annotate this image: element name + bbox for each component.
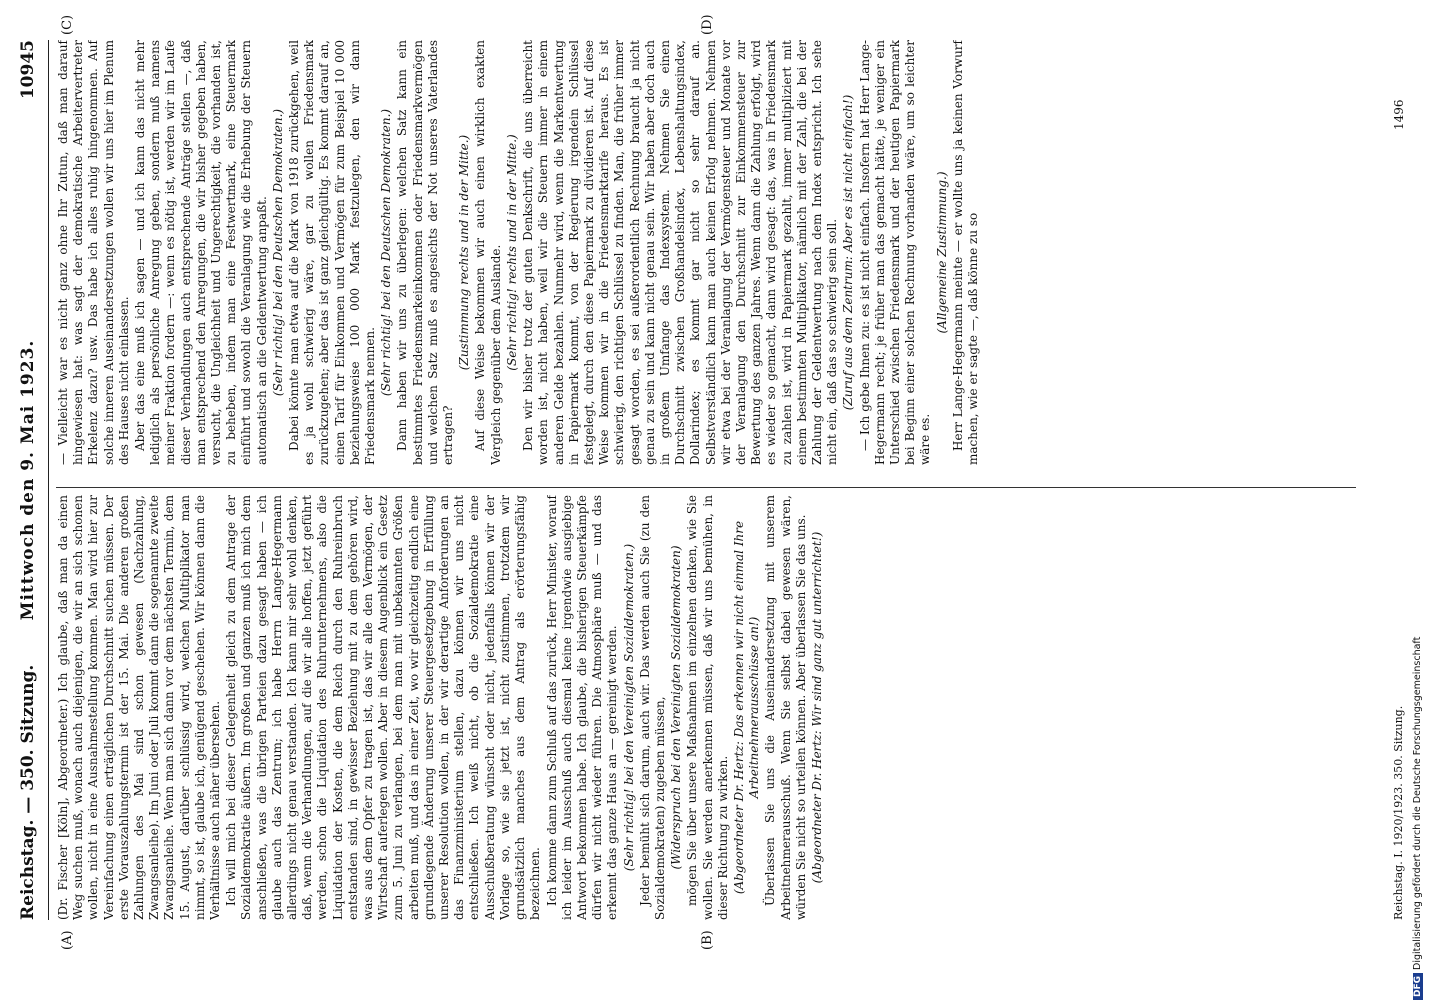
- paragraph: (Dr. Fischer [Köln], Abgeordneter.) Ich glaube, daß man da einen Weg suchen muß, wonach auch diejenigen, die wir an sich schonen wollen, nicht in eine Ausnahmestellung kommen. Man wird hier zur Vereinfachung einen erträglichen Durchschnitt suchen müssen. Der erste Vorauszahlungstermin ist der 15. Mai. Die anderen großen Zahlungen des Mai sind schon gewesen (Nachzahlung, Zwangsanleihe). Im Juni oder Juli kommt dann die sogenannte zweite Zwangsanleihe. Wenn man sich dann vor dem nächsten Termin, dem 15. August, darüber schlüssig wird, welchen Multiplikator man nimmt, so ist, glaube ich, genügend geschehen. Wir können dann die Verhältnisse auch näher übersehen.: [56, 495, 223, 920]
- header-page-number: 10945: [18, 40, 38, 100]
- margin-marker-c: (C): [60, 14, 75, 35]
- interjection: (Zuruf aus dem Zentrum: Aber es ist nicht einfach!): [841, 94, 856, 411]
- paragraph: Den wir bisher trotz der guten Denkschrift, die uns überreicht worden ist, nicht haben, weil wir die Steuern immer in einem anderen Gelde bezahlen. Nunmehr wird, wenn die Markentwertung in Papiermark kommt, von der Regierung irgendein Schlüssel festgelegt, durch den diese Papiermark zu dividieren ist. Auf diese Weise kommen wir in die Friedensmarktarife heraus. Es ist schwierig, den richtigen Schlüssel zu finden. Man, die früher immer gesagt worden, es sei außerordentlich Rechnung braucht ja nicht genau zu sein und kann nicht genau sein. Wir haben aber doch auch in großem Umfange das Indexsystem. Nehmen Sie einen Durchschnitt zwischen Großhandelsindex, Lebenshaltungsindex, Dollarindex; es kommt gar nicht so sehr darauf an. Selbstverständlich kann man auch keinen Erfolg nehmen. Nehmen wir etwa bei der Veranlagung der Vermögensteuer und Monate vor der Veranlagung den Durchschnitt zur Einkommensteuer zur Bewertung des ganzen Jahres. Wenn dann die Zahlung erfolgt, wird es wieder so gemacht, dann wird gesagt: das, was in Friedensmark zu zahlen ist, wird in Papiermark gezahlt, immer multipliziert mit einem bestimmten Multiplikator, nämlich mit der Zahl, die bei der Zahlung der Geldentwertung nach dem Index entspricht. Ich sehe nicht ein, daß das so schwierig sein soll.: [521, 40, 840, 465]
- paragraph: Überlassen Sie uns die Auseinandersetzung mit unserem Arbeitnehmerausschuß. Wenn Sie selbst dabei gewesen wären, würden Sie nicht so urteilen können. Aber überlassen Sie das uns.: [763, 495, 808, 920]
- bottom-page-number: 1496: [1392, 99, 1406, 130]
- paragraph: Auf diese Weise bekommen wir auch einen wirklich exakten Vergleich gegenüber dem Auslande.: [473, 40, 503, 465]
- margin-marker-d: (D): [700, 14, 715, 35]
- header-rule: [48, 40, 49, 920]
- paragraph: Ich will mich bei dieser Gelegenheit gleich zu dem Antrage der Sozialdemokratie äußern. Im großen und ganzen muß ich mich dem anschließen, was die übrigen Parteien dazu gesagt haben — ich glaube auch das Zentrum; ich habe Herrn Lange-Hegermann allerdings nicht genau verstanden. Ich kann mir sehr wohl denken, daß, wenn die Verhandlungen, auf die wir alle hoffen, jetzt geführt werden, schon die Liquidation des Ruhrunternehmens, also die Liquidation der Kosten, die dem Reich durch den Ruhreinbruch entstanden sind, in gewisser Beziehung mit zu dem gehören wird, was aus dem Opfer zu tragen ist, das wir alle den Vermögen, der Wirtschaft auferlegen wollen. Aber in diesem Augenblick ein Gesetz zum 5. Juni zu verlangen, bei dem man mit unbekannten Größen arbeiten muß, und das in einer Zeit, wo wir gleichzeitig endlich eine grundlegende Änderung unserer Steuergesetzgebung in Erfüllung unserer Resolution wollen, in der wir derartige Anforderungen an das Finanzministerium stellen, dazu können wir uns nicht entschließen. Ich weiß nicht, ob die Sozialdemokratie eine Ausschußberatung wünscht oder nicht, jedenfalls können wir der Vorlage so, wie sie jetzt ist, nicht zustimmen, trotzdem wir grundsätzlich manches aus dem Antrag als erörterungsfähig bezeichnen.: [224, 495, 543, 920]
- paragraph: Aber das eine muß ich sagen — und ich kann das nicht mehr lediglich als persönliche Anregung geben, sondern muß namens meiner Fraktion fordern —: wenn es nötig ist, werden wir im Laufe dieser Verhandlungen auch entsprechende Anträge stellen —, daß man entsprechend den Anregungen, die wir bisher gegeben haben, versucht, die Ungleichheit und Ungerechtigkeit, die vorhanden ist, zu beheben, indem man eine Festwertmark, eine Steuermark einführt und sowohl die Veranlagung wie die Erhebung der Steuern automatisch an die Geldentwertung anpaßt.: [133, 40, 269, 465]
- paragraph: Herr Lange-Hegermann meinte — er wollte uns ja keinen Vorwurf machen, wie er sagte —, daß könne zu so: [950, 40, 980, 465]
- right-text-column: [56, 40, 1386, 465]
- interjection: (Sehr richtig! bei den Deutschen Demokraten.): [379, 108, 394, 397]
- paragraph: Ich komme dann zum Schluß auf das zurück, Herr Minister, worauf ich leider im Ausschuß auch diesmal keine irgendwie ausgiebige Antwort bekommen habe. Ich glaube, die bisherigen Steuerkämpfe dürfen wir nicht wieder führen. Die Atmosphäre muß — und das erkennt das ganze Haus an — gereinigt werden.: [544, 495, 620, 920]
- margin-marker-a: (A): [60, 930, 75, 950]
- left-text-column: [56, 495, 1386, 920]
- interjection: (Abgeordneter Dr. Hertz: Wir sind ganz gut unterrichtet!): [809, 531, 824, 884]
- header-date: Mittwoch den 9. Mai 1923.: [18, 339, 38, 621]
- paragraph: Dabei könnte man etwa auf die Mark von 1918 zurückgehen, weil es ja wohl schwierig wäre, gar zu wollen Friedensmark zurückzugehen; aber das ist ganz gleichgültig. Es kommt darauf an, einen Tarif für Einkommen und Vermögen für zum Beispiel 10 000 beziehungsweise 100 000 Mark festzulegen, den wir dann Friedensmark nennen.: [287, 40, 378, 465]
- column-divider: [56, 487, 1356, 488]
- dfg-logo: DFG: [1413, 973, 1423, 1000]
- margin-marker-b: (B): [700, 930, 715, 950]
- paragraph: — Vielleicht war es nicht ganz ohne Ihr Zutun, daß man darauf hingewiesen hat: was sagt der demokratische Arbeitervertreter Erkelenz dazu? usw. Das habe ich alles ruhig hingenommen. Auf solche inneren Auseinandersetzungen wollen wir uns hier im Plenum des Hauses nicht einlassen.: [56, 40, 131, 465]
- interjection: (Allgemeine Zustimmung.): [934, 171, 949, 334]
- paragraph: Dann haben wir uns zu überlegen: welchen Satz kann ein bestimmtes Friedensmarkeinkommen oder Friedensmarkvermögen und welchen Satz muß es angesichts der Not unseres Vaterlandes ertragen?: [395, 40, 456, 465]
- paragraph: Jeder bemüht sich darum, auch wir. Das werden auch Sie (zu den Sozialdemokraten) zugeben müssen,: [637, 495, 667, 920]
- paragraph: mögen Sie über unsere Maßnahmen im einzelnen denken, wie Sie wollen. Sie werden anerkennen müssen, daß wir uns bemühen, in dieser Richtung zu wirken.: [685, 495, 730, 920]
- interjection: (Widerspruch bei den Vereinigten Sozialdemokraten): [669, 545, 684, 870]
- paragraph: — Ich gebe Ihnen zu: es ist nicht einfach. Insofern hat Herr Lange-Hegermann recht; je früher man das gemacht hätte, je weniger ein Unterschied zwischen Friedensmark und der heutigen Papiermark bei Beginn einer solchen Rechnung vorhanden wäre, um so leichter wäre es.: [857, 40, 933, 465]
- interjection: (Sehr richtig! bei den Deutschen Demokraten.): [270, 108, 285, 397]
- page-footer: Reichstag. I. 1920/1923. 350. Sitzung.: [1392, 705, 1405, 920]
- dfg-credit: [1412, 637, 1423, 1000]
- page-header: [18, 40, 46, 920]
- header-left: Reichstag. — 350. Sitzung.: [18, 664, 38, 920]
- interjection: (Sehr richtig! bei den Vereinigten Sozialdemokraten.): [621, 543, 636, 872]
- interjection: (Zustimmung rechts und in der Mitte.): [457, 134, 472, 371]
- interjection: (Abgeordneter Dr. Hertz: Das erkennen wir nicht einmal Ihre Arbeitnehmerausschüsse an!): [731, 520, 762, 895]
- dfg-credit-text: Digitalisierung gefördert durch die Deutsche Forschungsgemeinschaft: [1412, 636, 1423, 970]
- interjection: (Sehr richtig! rechts und in der Mitte.): [504, 134, 519, 371]
